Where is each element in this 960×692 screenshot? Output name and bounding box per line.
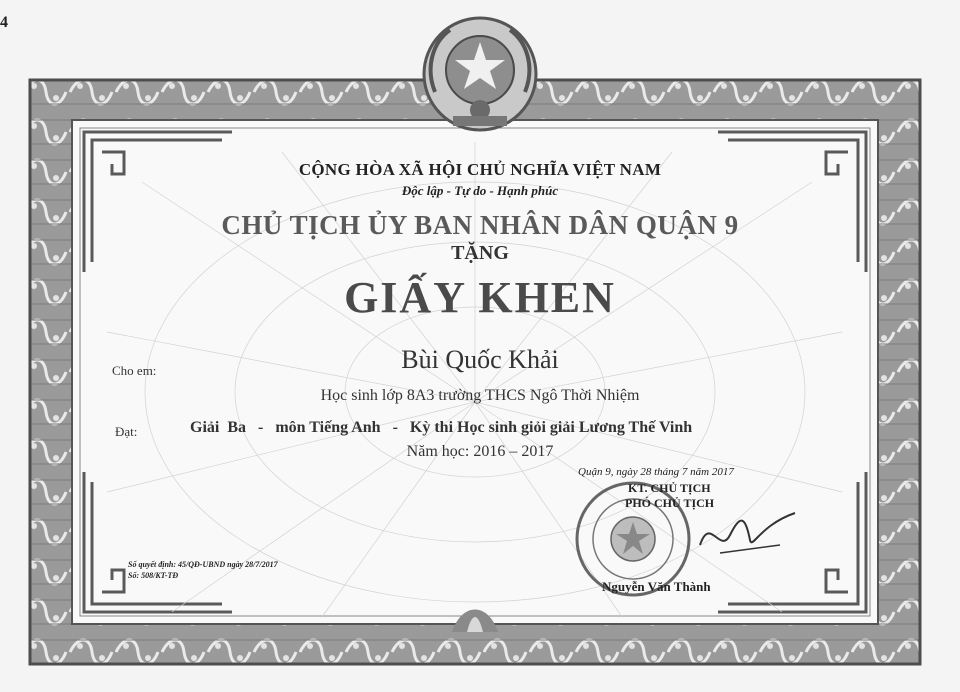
- republic-heading: CỘNG HÒA XÃ HỘI CHỦ NGHĨA VIỆT NAM: [298, 160, 662, 179]
- certificate-title: GIẤY KHEN: [344, 273, 616, 322]
- place-date: Quận 9, ngày 28 tháng 7 năm 2017: [578, 466, 734, 478]
- recipient-description: Học sinh lớp 8A3 trường THCS Ngô Thời Nhiệm: [320, 387, 640, 404]
- page-marker: 4: [0, 14, 8, 31]
- national-motto: Độc lập - Tự do - Hạnh phúc: [401, 183, 559, 198]
- register-number: Số: 508/KT-TĐ: [128, 571, 179, 580]
- recipient-name: Bùi Quốc Khải: [401, 345, 559, 374]
- national-emblem-icon: [405, 12, 555, 134]
- achievement-text: Giải Ba - môn Tiếng Anh - Kỳ thi Học sinh giỏi giải Lương Thế Vinh: [190, 419, 693, 436]
- school-year: Năm học: 2016 – 2017: [406, 443, 554, 460]
- signer-position: PHÓ CHỦ TỊCH: [625, 496, 715, 510]
- handwritten-signature-icon: [690, 505, 800, 560]
- achievement-label: Đạt:: [115, 424, 138, 439]
- recipient-label: Cho em:: [112, 363, 157, 378]
- signer-name: Nguyễn Văn Thành: [602, 579, 711, 594]
- issuer-title: CHỦ TỊCH ỦY BAN NHÂN DÂN QUẬN 9: [221, 210, 739, 240]
- decision-number: Số quyết định: 45/QĐ-UBND ngày 28/7/2017: [128, 560, 278, 569]
- award-verb: TẶNG: [451, 242, 509, 264]
- on-behalf-label: KT. CHỦ TỊCH: [628, 481, 711, 495]
